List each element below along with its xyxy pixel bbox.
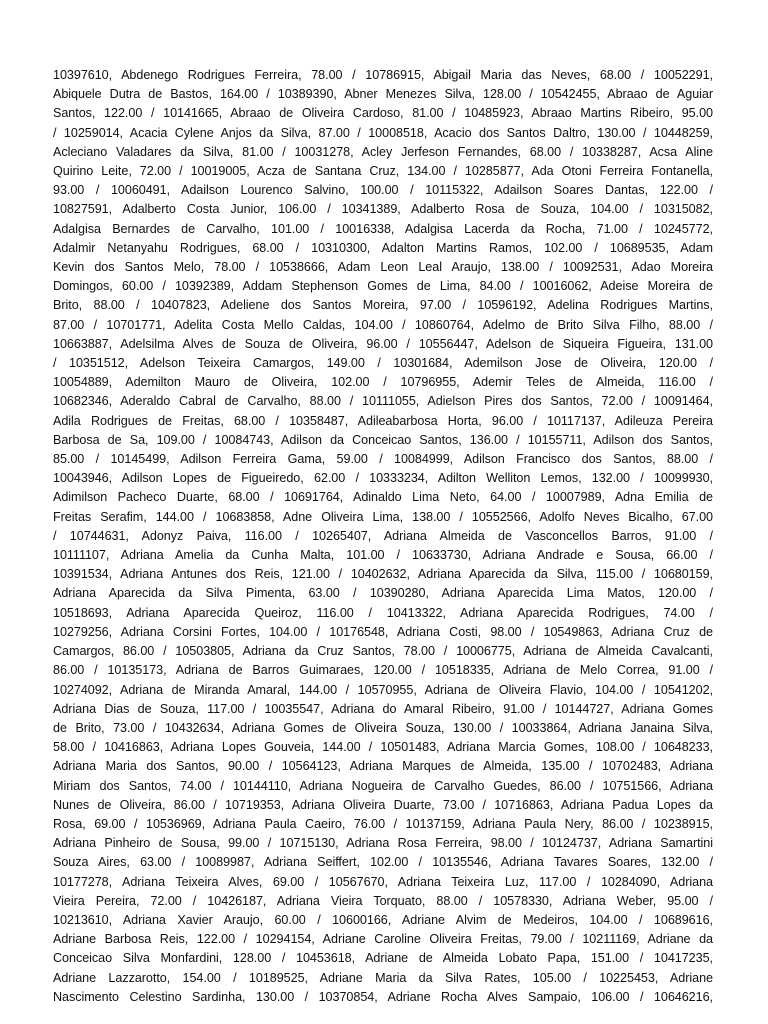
- text-line: / 10259014, Acacia Cylene Anjos da Silva, 87.00 / 10008518, Acacio dos Santos Daltro, 130.00 / 10448259,: [53, 125, 713, 140]
- text-line: Adriane Lazzarotto, 154.00 / 10189525, Adriane Maria da Silva Rates, 105.00 / 10225453, Adriane: [53, 970, 713, 985]
- text-line: Brito, 88.00 / 10407823, Adeliene dos Santos Moreira, 97.00 / 10596192, Adelina Rodrigues Martins,: [53, 298, 713, 313]
- text-line: 86.00 / 10135173, Adriana de Barros Guimaraes, 120.00 / 10518335, Adriana de Melo Correa, 91.00 /: [53, 663, 713, 678]
- text-line: Rosa, 69.00 / 10536969, Adriana Paula Caeiro, 76.00 / 10137159, Adriana Paula Nery, 86.00 / 10238915,: [53, 816, 713, 831]
- text-line: Nascimento Celestino Sardinha, 130.00 / 10370854, Adriane Rocha Alves Sampaio, 106.00 / 10646216,: [53, 989, 713, 1004]
- text-line: Adila Rodrigues de Freitas, 68.00 / 10358487, Adileabarbosa Horta, 96.00 / 10117137, Adileuza Pereira: [53, 413, 713, 428]
- text-line: Adimilson Pacheco Duarte, 68.00 / 10691764, Adinaldo Lima Neto, 64.00 / 10007989, Adna Emilia de: [53, 490, 713, 505]
- text-line: 10391534, Adriana Antunes dos Reis, 121.00 / 10402632, Adriana Aparecida da Silva, 115.00 / 10680159,: [53, 567, 713, 582]
- text-line: 10043946, Adilson Lopes de Figueiredo, 62.00 / 10333234, Adilton Welliton Lemos, 132.00 / 10099930,: [53, 471, 713, 486]
- text-line: Kevin dos Santos Melo, 78.00 / 10538666, Adam Leon Leal Araujo, 138.00 / 10092531, Adao Moreira: [53, 260, 713, 275]
- text-line: 10111107, Adriana Amelia da Cunha Malta, 101.00 / 10633730, Adriana Andrade e Sousa, 66.00 /: [53, 548, 713, 563]
- text-line: Domingos, 60.00 / 10392389, Addam Stephenson Gomes de Lima, 84.00 / 10016062, Adeise Moreira de: [53, 279, 713, 294]
- text-line: 10177278, Adriana Teixeira Alves, 69.00 / 10567670, Adriana Teixeira Luz, 117.00 / 10284090, Adriana: [53, 874, 713, 889]
- text-line: Adriane Barbosa Reis, 122.00 / 10294154, Adriane Caroline Oliveira Freitas, 79.00 / 10211169, Adriane da: [53, 932, 713, 947]
- text-line: 10213610, Adriana Xavier Araujo, 60.00 / 10600166, Adriane Alvim de Medeiros, 104.00 / 10689616,: [53, 912, 713, 927]
- text-line: Adriana Aparecida da Silva Pimenta, 63.00 / 10390280, Adriana Aparecida Lima Matos, 120.00 /: [53, 586, 713, 601]
- text-line: Vieira Pereira, 72.00 / 10426187, Adriana Vieira Torquato, 88.00 / 10578330, Adriana Weber, 95.00 /: [53, 893, 713, 908]
- text-line: Nunes de Oliveira, 86.00 / 10719353, Adriana Oliveira Duarte, 73.00 / 10716863, Adriana Padua Lopes da: [53, 797, 713, 812]
- text-line: 10518693, Adriana Aparecida Queiroz, 116.00 / 10413322, Adriana Aparecida Rodrigues, 74.00 /: [53, 605, 713, 620]
- text-line: 10274092, Adriana de Miranda Amaral, 144.00 / 10570955, Adriana de Oliveira Flavio, 104.00 / 10541202,: [53, 682, 713, 697]
- text-line: Quirino Leite, 72.00 / 10019005, Acza de Santana Cruz, 134.00 / 10285877, Ada Otoni Ferreira Fontanella,: [53, 164, 713, 179]
- text-line: 10682346, Aderaldo Cabral de Carvalho, 88.00 / 10111055, Adielson Pires dos Santos, 72.00 / 10091464,: [53, 394, 713, 409]
- text-line: Adriana Dias de Souza, 117.00 / 10035547, Adriana do Amaral Ribeiro, 91.00 / 10144727, Adriana Gomes: [53, 701, 713, 716]
- text-line: 10827591, Adalberto Costa Junior, 106.00 / 10341389, Adalberto Rosa de Souza, 104.00 / 10315082,: [53, 202, 713, 217]
- text-line: Adriana Maria dos Santos, 90.00 / 10564123, Adriana Marques de Almeida, 135.00 / 10702483, Adriana: [53, 759, 713, 774]
- text-line: / 10744631, Adonyz Paiva, 116.00 / 10265407, Adriana Almeida de Vasconcellos Barros, 91.00 /: [53, 528, 713, 543]
- text-line: 87.00 / 10701771, Adelita Costa Mello Caldas, 104.00 / 10860764, Adelmo de Brito Silva Filho, 88.00 /: [53, 317, 713, 332]
- document-body-text: [53, 66, 713, 1007]
- text-line: Camargos, 86.00 / 10503805, Adriana da Cruz Santos, 78.00 / 10006775, Adriana de Almeida Cavalcanti,: [53, 644, 713, 659]
- text-line: Freitas Serafim, 144.00 / 10683858, Adne Oliveira Lima, 138.00 / 10552566, Adolfo Neves Bicalho, 67.00: [53, 509, 713, 524]
- text-line: Acleciano Valadares da Silva, 81.00 / 10031278, Acley Jerfeson Fernandes, 68.00 / 10338287, Acsa Aline: [53, 144, 713, 159]
- text-line: / 10351512, Adelson Teixeira Camargos, 149.00 / 10301684, Ademilson Jose de Oliveira, 120.00 /: [53, 356, 713, 371]
- text-line: 10397610, Abdenego Rodrigues Ferreira, 78.00 / 10786915, Abigail Maria das Neves, 68.00 / 10052291,: [53, 68, 713, 82]
- text-line: Barbosa de Sa, 109.00 / 10084743, Adilson da Conceicao Santos, 136.00 / 10155711, Adilson dos Santos,: [53, 432, 713, 447]
- text-line: Souza Aires, 63.00 / 10089987, Adriana Seiffert, 102.00 / 10135546, Adriana Tavares Soares, 132.00 /: [53, 855, 713, 870]
- text-line: 93.00 / 10060491, Adailson Lourenco Salvino, 100.00 / 10115322, Adailson Soares Dantas, 122.00 /: [53, 183, 713, 198]
- text-line: Abiquele Dutra de Bastos, 164.00 / 10389390, Abner Menezes Silva, 128.00 / 10542455, Abraao de Aguiar: [53, 87, 713, 102]
- text-line: Conceicao Silva Monfardini, 128.00 / 10453618, Adriane de Almeida Lobato Papa, 151.00 / 10417235,: [53, 951, 713, 966]
- text-line: de Brito, 73.00 / 10432634, Adriana Gomes de Oliveira Souza, 130.00 / 10033864, Adriana Janaina Silva,: [53, 720, 713, 735]
- text-line: Adalmir Netanyahu Rodrigues, 68.00 / 10310300, Adalton Martins Ramos, 102.00 / 10689535, Adam: [53, 240, 713, 255]
- text-line: Miriam dos Santos, 74.00 / 10144110, Adriana Nogueira de Carvalho Guedes, 86.00 / 10751566, Adriana: [53, 778, 713, 793]
- document-page: [53, 66, 713, 1007]
- text-line: 85.00 / 10145499, Adilson Ferreira Gama, 59.00 / 10084999, Adilson Francisco dos Santos, 88.00 /: [53, 452, 713, 467]
- text-line: 58.00 / 10416863, Adriana Lopes Gouveia, 144.00 / 10501483, Adriana Marcia Gomes, 108.00 / 10648233,: [53, 740, 713, 755]
- text-line: 10279256, Adriana Corsini Fortes, 104.00 / 10176548, Adriana Costi, 98.00 / 10549863, Adriana Cruz de: [53, 624, 713, 639]
- text-line: 10663887, Adelsilma Alves de Souza de Oliveira, 96.00 / 10556447, Adelson de Siqueira Figueira, 131.00: [53, 336, 713, 351]
- text-line: Santos, 122.00 / 10141665, Abraao de Oliveira Cardoso, 81.00 / 10485923, Abraao Martins Ribeiro, 95.00: [53, 106, 713, 121]
- text-line: Adriana Pinheiro de Sousa, 99.00 / 10715130, Adriana Rosa Ferreira, 98.00 / 10124737, Adriana Samartini: [53, 836, 713, 851]
- text-line: Adalgisa Bernardes de Carvalho, 101.00 / 10016338, Adalgisa Lacerda da Rocha, 71.00 / 10245772,: [53, 221, 713, 236]
- text-line: 10054889, Ademilton Mauro de Oliveira, 102.00 / 10796955, Ademir Teles de Almeida, 116.00 /: [53, 375, 713, 390]
